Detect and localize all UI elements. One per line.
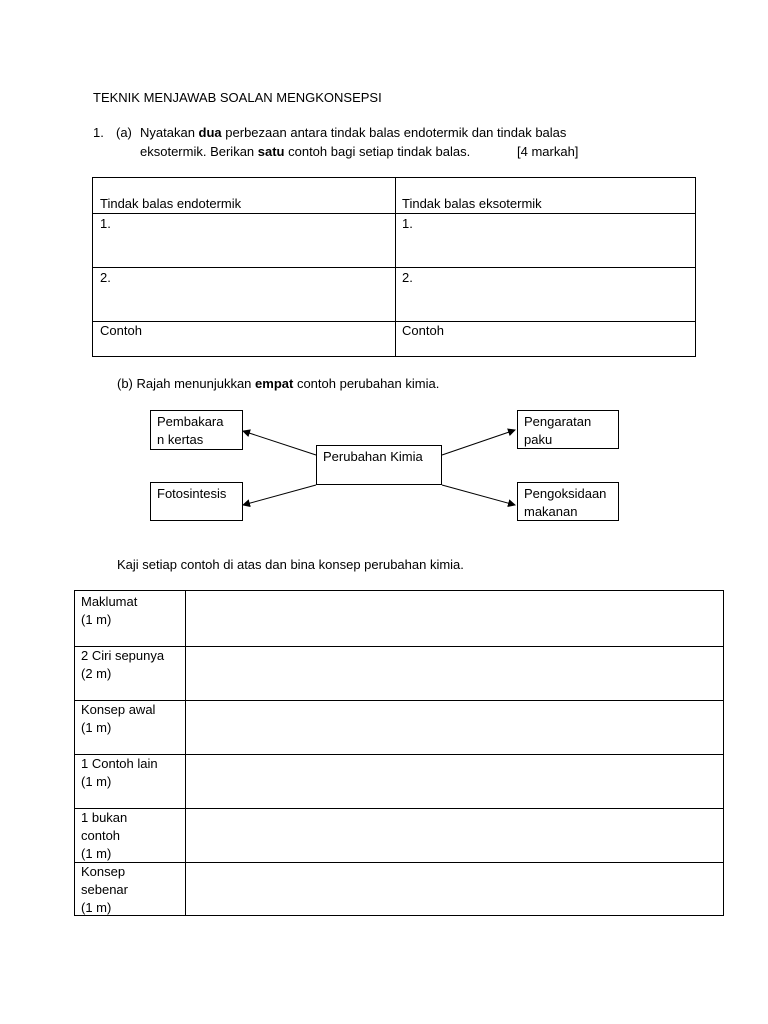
table1-cell-endo-1[interactable]: 1. bbox=[100, 216, 111, 231]
page-heading: TEKNIK MENJAWAB SOALAN MENGKONSEPSI bbox=[93, 90, 382, 105]
diagram-label-line: Pengaratan bbox=[524, 414, 592, 429]
table2-label-line: sebenar bbox=[81, 882, 128, 897]
table2-label-konsep-awal bbox=[81, 701, 181, 737]
table2-answer-contoh-lain[interactable] bbox=[186, 755, 723, 808]
diagram-label-line: paku bbox=[524, 432, 553, 447]
instruction-text: Kaji setiap contoh di atas dan bina konsep perubahan kimia. bbox=[117, 557, 464, 572]
part-a-label: (a) bbox=[116, 125, 132, 140]
diagram-label-line: Pembakara bbox=[157, 414, 224, 429]
diagram-box-fotosintesis bbox=[150, 482, 243, 521]
q-a-line2-post: contoh bagi setiap tindak balas. bbox=[284, 144, 471, 159]
diagram-box-pengoksidaan bbox=[517, 482, 619, 521]
table2-label-line: (1 m) bbox=[81, 720, 112, 735]
table1-header-exo: Tindak balas eksotermik bbox=[402, 196, 542, 211]
q-a-line2-bold: satu bbox=[257, 144, 285, 159]
question-a-marks: [4 markah] bbox=[517, 144, 579, 159]
table2-label-konsep-sebenar bbox=[81, 863, 181, 917]
diagram-box-pembakaran bbox=[150, 410, 243, 450]
table2-label-line: (1 m) bbox=[81, 900, 112, 915]
table2-label-maklumat bbox=[81, 593, 181, 629]
table2-label-contoh-lain bbox=[81, 755, 181, 791]
concept-table bbox=[74, 590, 724, 916]
q-a-line1-bold: dua bbox=[198, 125, 222, 140]
table2-label-line: (1 m) bbox=[81, 774, 112, 789]
table2-label-line: 2 Ciri sepunya bbox=[81, 648, 165, 663]
table2-answer-konsep-awal[interactable] bbox=[186, 701, 723, 754]
diagram-center-box bbox=[316, 445, 442, 485]
table1-cell-exo-example[interactable]: Contoh bbox=[402, 323, 444, 338]
table2-label-line: contoh bbox=[81, 828, 121, 843]
q-a-line2-pre: eksotermik. Berikan bbox=[140, 144, 258, 159]
table2-label-bukan-contoh bbox=[81, 809, 181, 863]
table1-cell-exo-2[interactable]: 2. bbox=[402, 270, 413, 285]
table2-label-line: Konsep bbox=[81, 864, 126, 879]
diagram-label-line: Pengoksidaan bbox=[524, 486, 607, 501]
diagram-label-line: makanan bbox=[524, 504, 578, 519]
diagram-box-pengaratan bbox=[517, 410, 619, 449]
table2-answer-konsep-sebenar[interactable] bbox=[186, 863, 723, 915]
table2-label-line: Maklumat bbox=[81, 594, 138, 609]
part-b-pre: (b) Rajah menunjukkan bbox=[117, 376, 256, 391]
arrow-to-pengaratan bbox=[442, 430, 515, 455]
table2-label-line: (2 m) bbox=[81, 666, 112, 681]
table1-cell-endo-example[interactable]: Contoh bbox=[100, 323, 142, 338]
table2-answer-maklumat[interactable] bbox=[186, 591, 723, 646]
arrow-to-fotosintesis bbox=[243, 485, 316, 505]
table2-answer-bukan-contoh[interactable] bbox=[186, 809, 723, 862]
q-a-line1-pre: Nyatakan bbox=[140, 125, 199, 140]
table1-cell-endo-2[interactable]: 2. bbox=[100, 270, 111, 285]
table2-label-ciri-sepunya bbox=[81, 647, 181, 683]
diagram-label-line: n kertas bbox=[157, 432, 204, 447]
table2-label-line: (1 m) bbox=[81, 846, 112, 861]
table1-cell-exo-1[interactable]: 1. bbox=[402, 216, 413, 231]
arrow-to-pengoksidaan bbox=[442, 485, 515, 505]
arrow-to-pembakaran bbox=[243, 431, 316, 455]
diagram-center-label: Perubahan Kimia bbox=[323, 449, 423, 464]
diagram-label-line: Fotosintesis bbox=[157, 486, 227, 501]
table2-answer-ciri-sepunya[interactable] bbox=[186, 647, 723, 700]
table2-label-line: 1 Contoh lain bbox=[81, 756, 158, 771]
question-number: 1. bbox=[93, 125, 104, 140]
part-b-post: contoh perubahan kimia. bbox=[293, 376, 440, 391]
table1-header-endo: Tindak balas endotermik bbox=[100, 196, 242, 211]
table2-label-line: (1 m) bbox=[81, 612, 112, 627]
q-a-line1-post: perbezaan antara tindak balas endotermik dan tindak balas bbox=[221, 125, 567, 140]
table2-label-line: 1 bukan bbox=[81, 810, 128, 825]
part-b-bold: empat bbox=[255, 376, 294, 391]
table2-label-line: Konsep awal bbox=[81, 702, 156, 717]
